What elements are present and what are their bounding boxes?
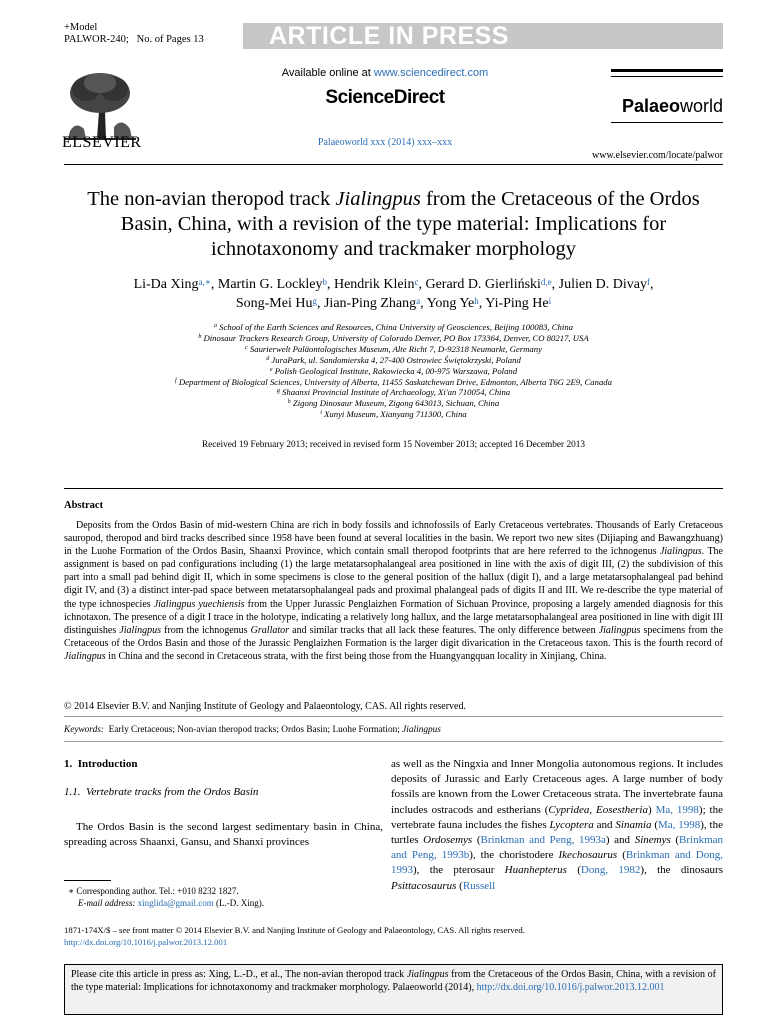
running-header [64, 22, 204, 46]
affiliation: $^g$ Shaanxi Provincial Institute of Archaeology, Xi'an 710054, China [276, 387, 511, 398]
affiliation: $^a$ School of the Earth Sciences and Resources, China University of Geosciences, Beijing 100083, China [213, 322, 574, 332]
author-affiliation-marker[interactable]: h [474, 296, 479, 306]
author-name: Yong Ye [426, 296, 475, 311]
citation-link[interactable]: Brinkman and Dong, 1993 [391, 849, 724, 877]
article-ref: PALWOR-240; [64, 34, 129, 45]
author-affiliation-marker[interactable]: d,e [540, 277, 552, 287]
issn-line: 1871-174X/$ – see front matter © 2014 Elsevier B.V. and Nanjing Institute of Geology and Palaeontology, CAS. All rights reserved. http://dx.doi.org/10.1016/j.palwor.2013.12.001 [64, 925, 723, 948]
abstract-heading: Abstract [64, 500, 104, 511]
copyright-notice: © 2014 Elsevier B.V. and Nanjing Institute of Geology and Palaeontology, CAS. All rights reserved. [64, 701, 466, 712]
citation-link[interactable]: Brinkman and Peng, 1993b [391, 834, 724, 862]
sciencedirect-link[interactable]: www.sciencedirect.com [373, 67, 489, 79]
journal-site-url[interactable]: www.elsevier.com/locate/palwor [592, 150, 723, 161]
author-affiliation-marker[interactable]: a,∗ [198, 277, 211, 287]
intro-paragraph: The Ordos Basin is the second largest sedimentary basin in China, spreading across Shaanxi, Gansu, and Shanxi provinces [64, 821, 383, 848]
author-name: Li-Da Xing [133, 277, 199, 292]
author-email-link[interactable]: xinglida@gmail.com [137, 898, 214, 908]
author-affiliation-marker[interactable]: a [416, 296, 421, 306]
author-name: Martin G. Lockley [217, 277, 323, 292]
model-label: +Model [64, 22, 98, 33]
author-affiliation-marker[interactable]: f [646, 277, 650, 287]
author-affiliation-marker[interactable]: i [548, 296, 552, 306]
author-list: Li-Da Xing$^{a,∗}$, Martin G. Lockley$^b$, Hendrik Klein$^c$, Gerard D. Gierliński$^{d,e}$, Julien D. Divay$^f$, Song-Mei Hu$^g$, Jian-Ping Zhang$^a$, Yong Ye$^h$, Yi-Ping He$^i$ [133, 277, 654, 311]
affiliation-list [64, 322, 723, 420]
page-count: No. of Pages 13 [136, 34, 204, 45]
doi-link[interactable]: http://dx.doi.org/10.1016/j.palwor.2013.12.001 [64, 936, 228, 947]
author-name: Julien D. Divay [558, 277, 647, 292]
header-divider [64, 164, 723, 165]
journal-logo-rule [611, 69, 723, 72]
subsection-heading: 1.1. Vertebrate tracks from the Ordos Basin [64, 786, 259, 798]
keywords: Keywords: Early Cretaceous; Non-avian theropod tracks; Ordos Basin; Luohe Formation; Jialingpus [64, 725, 441, 735]
author-affiliation-marker[interactable]: c [414, 277, 419, 287]
palaeoworld-logo: Palaeoworld [621, 96, 723, 116]
author-name: Hendrik Klein [333, 277, 415, 292]
right-column-text: as well as the Ningxia and Inner Mongolia autonomous regions. It includes deposits of Jurassic and Early Cretaceous ages. A large number of body fossils are known from the Lower Cretaceous strata. The invertebrate fauna includes ostracods and estherians (Cypridea, Eosestheria) Ma, 1998); the vertebrate fauna includes the fishes Lycoptera and Sinamia (Ma, 1998), the turtles Ordosemys (Brinkman and Peng, 1993a) and Sinemys (Brinkman and Peng, 1993b), the choristodere Ikechosaurus (Brinkman and Dong, 1993), the pterosaur Huanhepterus (Dong, 1982), the dinosaurs Psittacosaurus (Russell [391, 758, 724, 892]
received-dates: Received 19 February 2013; received in revised form 15 November 2013; accepted 16 December 2013 [201, 440, 586, 450]
author-name: Gerard D. Gierliński [425, 277, 541, 292]
affiliation: $^f$ Department of Biological Sciences, University of Alberta, 11455 Saskatchewan Drive, Edmonton, Alberta T6G 2E9, Canada [175, 376, 612, 387]
affiliation: $^c$ Saurierwelt Paläontologisches Museum, Alte Richt 7, D-92318 Neumarkt, Germany [245, 343, 542, 354]
journal-logo-rule [611, 76, 723, 77]
article-title: The non-avian theropod track Jialingpus from the Cretaceous of the Ordos Basin, China, with a revision of the type material: Implications for ichnotaxonomy and trackmaker morphology [87, 188, 700, 260]
citation-link[interactable]: Ma, 1998 [657, 818, 701, 831]
abstract-divider [64, 488, 723, 489]
journal-logo-rule [611, 122, 723, 123]
citation-link[interactable]: Brinkman and Peng, 1993a [480, 834, 606, 847]
keywords-divider [64, 741, 723, 742]
footnote-divider [64, 880, 111, 881]
cite-doi-link[interactable]: http://dx.doi.org/10.1016/j.palwor.2013.12.001 [476, 982, 665, 994]
affiliation: $^d$ JuraPark, ul. Sandomierska 4, 27-400 Ostrowiec Świętokrzyski, Poland [266, 354, 521, 365]
author-name: Song-Mei Hu [235, 296, 313, 311]
author-name: Jian-Ping Zhang [323, 296, 417, 311]
section-heading-introduction: 1. Introduction [64, 758, 138, 770]
affiliation: $^i$ Xunyi Museum, Xianyang 711300, China [320, 409, 467, 420]
citation-link[interactable]: Dong, 1982 [580, 864, 641, 877]
abstract-text: Deposits from the Ordos Basin of mid-western China are rich in body fossils and ichnofossils of Early Cretaceous vertebrates. Thousands of Early Cretaceous sauropod, theropod and bird tracks described since 1958 have been found at several localities in the basin. We report two new sites (Dijiaping and Bawangzhuang) in the Luohe Formation of the Ordos Basin, Shaanxi Province, which contain small theropod footprints that are here referred to the ichnogenus Jialingpus. The assignment is based on pad configurations including (1) the large metatarsophalangeal area positioned in line with the axis of digit III, (2) the subdivision of this part into a small pad behind digit II, which in some specimens is close to the general position of the hallux (digit I), and a large metatarsophalangeal pad behind digit IV, and (3) a distinct inter-pad space between metatarsophalangeal pads and proximal phalangeal pads of digits II and III. We re-describe the type material of the type ichnospecies Jialingpus yuechiensis from the Upper Jurassic Penglaizhen Formation of Sichuan Province, proposing a largely amended diagnosis for this ichnotaxon. The presence of a digit I trace in the holotype, indicating a relatively long hallux, and the large metatarsophalangeal area positioned in line with digit III distinguishes Jialingpus from the ichnogenus Grallator and similar tracks that all lack these features. The only difference between Jialingpus specimens from the Cretaceous of the Ordos Basin and those of the Jurassic Penglaizhen Formation is the larger digit divarication in the Cretaceous taxon. This is the fourth record of Jialingpus in China and the second in Cretaceous strata, with the first being those from the Huangyangquan locality in Xinjiang, China. [64, 520, 724, 662]
keywords-divider [64, 716, 723, 717]
author-affiliation-marker[interactable]: g [312, 296, 317, 306]
citation-link[interactable]: Ma, 1998 [655, 803, 699, 816]
available-online: Available online at www.sciencedirect.com [281, 67, 489, 79]
affiliation: $^h$ Zigong Dinosaur Museum, Zigong 643013, Sichuan, China [287, 398, 500, 409]
publisher-name: ELSEVIER [62, 134, 142, 151]
journal-citation-line[interactable]: Palaeoworld xxx (2014) xxx–xxx [317, 137, 453, 148]
citation-link[interactable]: Russell [462, 879, 496, 892]
corresponding-author-footnote: ∗ Corresponding author. Tel.: +010 8232 1827. E-mail address: xinglida@gmail.com (L.-D. Xing). [68, 886, 264, 908]
author-affiliation-marker[interactable]: b [322, 277, 327, 287]
article-in-press-banner: ARTICLE IN PRESS [243, 23, 723, 49]
sciencedirect-logo: ScienceDirect [325, 87, 445, 108]
author-name: Yi-Ping He [485, 296, 549, 311]
affiliation: $^e$ Polish Geological Institute, Rakowiecka 4, 00-975 Warszawa, Poland [269, 365, 518, 376]
citation-box: Please cite this article in press as: Xing, L.-D., et al., The non-avian theropod track Jialingpus from the Cretaceous of the Ordos Basin, China, with a revision of the type material: Implications for ichnotaxonomy and trackmaker morphology. Palaeoworld (2014), http://dx.doi.org/10.1016/j.palwor.2013.12.001 [64, 964, 723, 1015]
affiliation: $^b$ Dinosaur Trackers Research Group, University of Colorado Denver, PO Box 173364, Denver, CO 80217, USA [198, 332, 589, 343]
